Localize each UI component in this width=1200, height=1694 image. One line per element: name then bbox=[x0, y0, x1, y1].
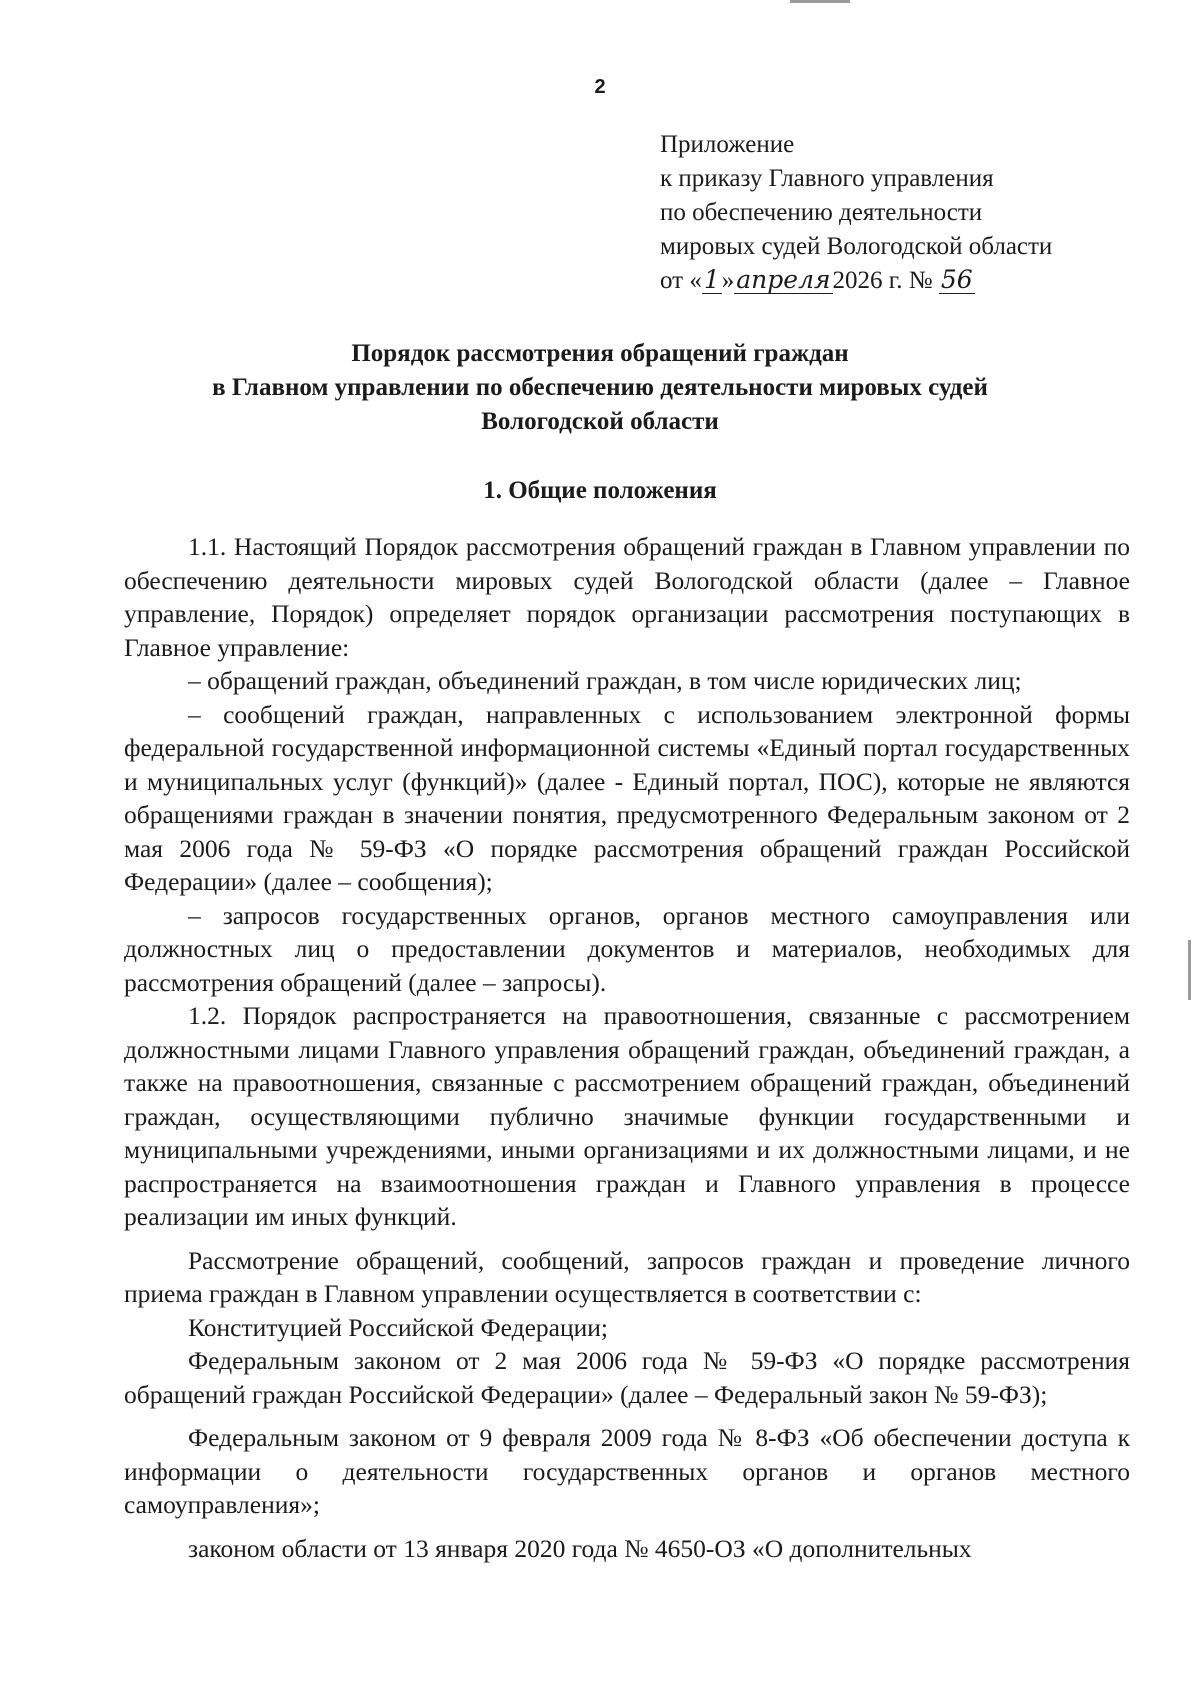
handwritten-month: апреля bbox=[736, 265, 831, 294]
date-year: 2026 г. № bbox=[832, 267, 933, 294]
paragraph: Конституцией Российской Федерации; bbox=[188, 1312, 608, 1342]
body-text bbox=[124, 530, 1130, 1565]
page-number: 2 bbox=[594, 76, 606, 98]
annex-line: мировых судей Вологодской области bbox=[660, 233, 1053, 260]
scan-artifact-right bbox=[1188, 940, 1191, 1000]
title-line: в Главном управлении по обеспечению деятельности мировых судей bbox=[212, 374, 988, 401]
paragraph: Федеральным законом от 2 мая 2006 года № 59-ФЗ «О порядке рассмотрения обращений граждан Российской Федерации» (далее – Федеральный закон № 59-ФЗ); bbox=[124, 1346, 1130, 1409]
paragraph: – запросов государственных органов, органов местного самоуправления или должностных лиц о предоставлении документов и материалов, необходимых для рассмотрения обращений (далее – запросы). bbox=[124, 900, 1130, 997]
section-heading: 1. Общие положения bbox=[483, 477, 717, 504]
paragraph: 1.2. Порядок распространяется на правоотношения, связанные с рассмотрением должностными лицами Главного управления обращений граждан, объединений граждан, а также на правоотношения, связанные с рассмотрением обращений граждан, объединений граждан, осуществляющими публично значимые функции государственными и муниципальными учреждениями, иными организациями и их должностными лицами, и не распространяется на взаимоотношения граждан и Главного управления в процессе реализации им иных функций. bbox=[124, 1001, 1130, 1231]
title-line: Вологодской области bbox=[481, 408, 719, 435]
handwritten-number: 56 bbox=[940, 265, 973, 294]
annex-line: по обеспечению деятельности bbox=[660, 199, 983, 226]
paragraph: Федеральным законом от 9 февраля 2009 года № 8-ФЗ «Об обеспечении доступа к информации о деятельности государственных органов и органов местного самоуправления»; bbox=[124, 1423, 1130, 1519]
annex-date-line bbox=[660, 264, 1052, 298]
paragraph: – сообщений граждан, направленных с использованием электронной формы федеральной государственной информационной системы «Единый портал государственных и муниципальных услуг (функций)» (далее - Единый портал, ПОС), которые не являются обращениями граждан в значении понятия, предусмотренного Федеральным законом от 2 мая 2006 года № 59-ФЗ «О порядке рассмотрения обращений граждан Российской Федерации» (далее – сообщения); bbox=[124, 699, 1130, 896]
date-prefix: от « bbox=[660, 267, 702, 294]
paragraph: законом области от 13 января 2020 года № 4650-ОЗ «О дополнительных bbox=[188, 1533, 972, 1563]
annex-block bbox=[660, 128, 1052, 298]
document-title bbox=[120, 337, 1080, 439]
date-mid: » bbox=[721, 267, 735, 294]
paragraph: – обращений граждан, объединений граждан, в том числе юридических лиц; bbox=[188, 666, 1022, 695]
title-line: Порядок рассмотрения обращений граждан bbox=[351, 340, 849, 367]
handwritten-day: 1 bbox=[703, 265, 720, 294]
scan-artifact-top bbox=[790, 0, 850, 3]
paragraph: Рассмотрение обращений, сообщений, запросов граждан и проведение личного приема граждан в Главном управлении осуществляется в соответствии с: bbox=[124, 1245, 1130, 1308]
paragraph: 1.1. Настоящий Порядок рассмотрения обращений граждан в Главном управлении по обеспечению деятельности мировых судей Вологодской области (далее – Главное управление, Порядок) определяет порядок организации рассмотрения поступающих в Главное управление: bbox=[124, 532, 1130, 662]
annex-line: Приложение bbox=[660, 131, 795, 158]
annex-line: к приказу Главного управления bbox=[660, 165, 994, 192]
